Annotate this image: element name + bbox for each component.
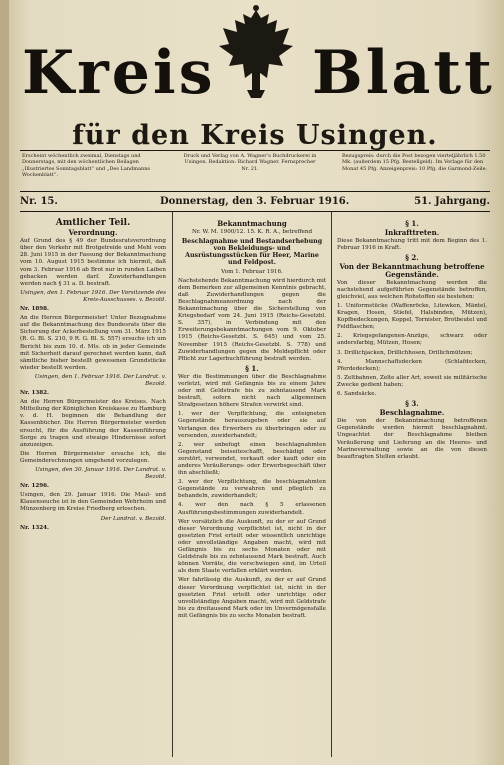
- section-2-item: 3. Drillichjacken, Drillichhosen, Drillichmützen;: [337, 349, 473, 356]
- official-heading: Amtlicher Teil.: [55, 218, 131, 228]
- issue-year: 51. Jahrgang.: [414, 196, 490, 207]
- decree-heading: Bekanntmachung: [217, 219, 287, 228]
- decree-intro: Nachstehende Bekanntmachung wird hierdurch mit dem Bemerken zur allgemeinen Kenntnis gebracht, daß Zuwiderhandlungen gegen die Beschlagnahmeanordnung nach der Bekanntmachung über die Sicherstellung von Kriegsbedarf vom 24. Juni 1915 (Reichs-Gesetzbl. S. 357), in Verbindung mit den Erweiterungsbekanntmachungen vom 9. Oktober 1915 (Reichs-Gesetzbl. S. 645) und vom 25. November 1915 (Reichs-Gesetzbl. S. 778) und Zuwiderhandlungen gegen die Meldepflicht oder Pflicht zur Lagerbuchführung bestraft werden.: [178, 277, 326, 362]
- section-2-item: 6. Sandsäcke.: [337, 390, 377, 397]
- decree-item-3: 3. wer der Verpflichtung, die beschlagnahmten Gegenstände zu verwahren und pfleglich zu behandeln, zuwiderhandelt;: [178, 479, 326, 500]
- section-3-heading: Beschlagnahme.: [379, 408, 445, 418]
- section-1-heading: Inkrafttreten.: [384, 228, 440, 238]
- masthead-subtitle: für den Kreis Usingen.: [72, 120, 438, 151]
- verordnung-heading: Verordnung.: [68, 228, 118, 238]
- section-2-item: 5. Zeltbahnen, Zelte aller Art, soweit sie militärische Zwecke gedient haben;: [337, 374, 487, 388]
- column-decree: [178, 218, 326, 622]
- eagle-emblem-icon: [217, 4, 295, 100]
- reference-1: Nr. 1898.: [20, 306, 49, 313]
- decree-text-7: Wer vorsätzlich die Auskunft, zu der er auf Grund dieser Verordnung verpflichtet ist, nicht in der gesetzten Frist erteilt oder wissentlich unrichtige oder unvollständige Angaben macht, wird mit Gefängnis bis zu sechs Monaten oder mit Geldstrafe bis zu zehntausend Mark bestraft. Auch können Vorräte, die verschwiegen sind, im Urteil als dem Staate verfallen erklärt werden.: [178, 518, 326, 575]
- notice-signature-2: Usingen, den 1. Februar 1916. Der Landrat. v. Bezold.: [34, 373, 166, 387]
- masthead-rule-bottom: [20, 191, 490, 192]
- section-2-number: § 2.: [405, 253, 419, 263]
- reference-4: Nr. 1324.: [20, 524, 49, 531]
- decree-text-8: Wer fahrlässig die Auskunft, zu der er auf Grund dieser Verordnung verpflichtet ist, nicht in der gesetzten Frist erteilt oder unrichtige oder unvollständige Angaben macht, wird mit Geldstrafe bis zu dreitausend Mark oder im Unvermögensfalle mit Gefängnis bis zu sechs Monaten bestraft.: [178, 577, 326, 619]
- page-edge: [0, 0, 9, 765]
- notice-text-5: Usingen, den 29. Januar 1916. Die Maul- und Klauenseuche ist in den Gemeinden Wehrheim und Münzenberg im Kreise Friedberg erloschen.: [20, 492, 166, 513]
- verordnung-text: Auf Grund des § 49 der Bundesratsverordnung über den Verkehr mit Brotgetreide und Mehl vom 28. Juni 1915 in der Fassung der Bekanntmachung vom 10. August 1915 bestimme ich hiermit, daß vom 3. Februar 1916 ab Brot nur in runden Laiben gebacken werden darf. Zuwiderhandlungen werden nach § 31 a. D. bestraft.: [20, 238, 166, 287]
- decree-item-2: 2. wer unbefugt einen beschlagnahmten Gegenstand beiseiteschafft, beschädigt oder zerstört, verwendet, verkauft oder kauft oder ein anderes Veräußerungs- oder Erwerbsgeschäft über ihn abschließt;: [178, 441, 326, 477]
- section-2-text: Von dieser Bekanntmachung werden die nachstehend aufgeführten Gegenstände betroffen, gleichviel, aus welchen Rohstoffen sie bestehen:: [337, 279, 487, 300]
- section-3-text: Die von der Bekanntmachung betroffenen Gegenstände werden hiermit beschlagnahmt. Ungeachtet der Beschlagnahme bleiben Veräußerung und Lieferung an die Heeres- und Marineverwaltung sowie an die von diesen beauftragten Stellen erlaubt.: [337, 418, 487, 460]
- column-official: [20, 218, 166, 534]
- column-sections: [337, 218, 487, 463]
- section-2-item: 2. Kriegsgefangenen-Anzüge, schwarz oder andersfarbig, Mützen, Hosen;: [337, 333, 487, 347]
- decree-penalty-text: Wer die Bestimmungen über die Beschlagnahme verletzt, wird mit Gefängnis bis zu einem Jahre oder mit Geldstrafe bis zu zehntausend Mark bestraft, sofern nicht nach allgemeinen Strafgesetzen höhere Strafen verwirkt sind.: [178, 373, 326, 409]
- section-1-text: Diese Bekanntmachung tritt mit dem Beginn des 1. Februar 1916 in Kraft.: [337, 238, 487, 252]
- masthead-word-kreis: Kreis: [22, 38, 216, 108]
- masthead-word-blatt: Blatt: [312, 38, 495, 108]
- section-3-number: § 3.: [405, 399, 419, 409]
- decree-number: Nr. W. M. 1900/12. 15. K. R. A., betreffend: [191, 229, 313, 236]
- notice-text-2: An die Herren Bürgermeister! Unter Bezugnahme auf die Bekanntmachung des Bundesrats über die Sicherung der Ackerbestellung vom 31. März 1915 (R. G. Bl. S. 210, 9 R. G. Bl. S. 557) ersuche ich um Bericht bis zum 10. d. Mts. ob in jeder Gemeinde mit Sicherheit darauf gerechnet werden kann, daß sämtliche bisher bestellt gewesenen Grundstücke wieder bestellt werden.: [20, 315, 166, 371]
- section-1-number: § 1.: [405, 219, 419, 228]
- notice-text-3: An die Herren Bürgermeister des Kreises. Nach Mitteilung der Königlichen Kreiskasse zu Hamburg v. d. H. beginnen die Behandlung der Kassenbücher. Die Herren Bürgermeister werden ersucht, für die Ausführung der Kassenführung Sorge zu tragen und etwaige Hindernisse sofort anzuzeigen.: [20, 399, 166, 448]
- decree-title: Beschlagnahme und Bestandserhebung von Bekleidungs- und Ausrüstungsstücken für Heer, Marine und Feldpost.: [181, 238, 323, 267]
- verordnung-signature: Usingen, den 1. Februar 1916. Der Vorsitzende des Kreis-Ausschusses. v. Bezold.: [20, 289, 166, 303]
- notice-signature-3: Usingen, den 30. Januar 1916. Der Landrat. v. Bezold.: [35, 467, 166, 481]
- dateline: [20, 196, 490, 210]
- reference-2: Nr. 1382.: [20, 390, 49, 397]
- dateline-rule: [20, 211, 490, 212]
- column-divider-1: [172, 212, 173, 757]
- issue-number: Nr. 15.: [20, 196, 58, 207]
- publisher-info: Druck und Verlag von A. Wagner’s Buchdruckerei in Usingen. Redaktion: Richard Wagner. Fernsprecher Nr. 21.: [183, 153, 317, 172]
- decree-item-4: 4. wer den nach § 5 erlassenen Ausführungsbestimmungen zuwiderhandelt.: [178, 502, 326, 516]
- reference-3: Nr. 1296.: [20, 483, 49, 490]
- notice-signature-4: Der Landrat. v. Bezold.: [100, 515, 166, 522]
- publication-info: Erscheint wöchentlich zweimal, Dienstags und Donnerstags, mit den wöchentlichen Beilagen „Illustriertes Sonntagsblatt“ und „Des Landmanns Wochenblatt“.: [22, 153, 150, 179]
- price-info: Bezugspreis: durch die Post bezogen vierteljährlich 1.50 Mk. (außerdem 15 Pfg. Bestellgeld). Im Verlage für den Monat 45 Pfg. Anzeigenpreis: 10 Pfg. die Garmond-Zeile.: [342, 153, 488, 172]
- notice-text-4: Die Herren Bürgermeister ersuche ich, die Gemeinderechnungen umgehend vorzulegen.: [20, 450, 166, 464]
- section-2-item: 1. Uniformstücke (Waffenröcke, Litewken, Mäntel, Kragen, Hosen, Stiefel, Halsbinden, Mützen), Kopfbedeckungen, Koppel, Tornister, Brotbeutel und Feldflaschen;: [337, 302, 487, 331]
- masthead: [20, 0, 495, 160]
- decree-item-1: 1. wer der Verpflichtung, die enteigneten Gegenstände herauszugeben oder sie auf Verlangen des Erwerbers zu überbringen oder zu versenden, zuwiderhandelt;: [178, 411, 326, 439]
- masthead-rule-top: [20, 150, 490, 151]
- issue-date: Donnerstag, den 3. Februar 1916.: [160, 196, 350, 207]
- section-2-heading: Von der Bekanntmachung betroffene Gegenstände.: [339, 262, 485, 279]
- column-divider-2: [331, 212, 332, 757]
- section-2-item: 4. Mannschaftsdecken (Schlafdecken, Pferdedecken);: [337, 358, 487, 372]
- decree-section-1: § 1.: [245, 363, 259, 373]
- decree-date: Vom 1. Februar 1916.: [221, 268, 283, 275]
